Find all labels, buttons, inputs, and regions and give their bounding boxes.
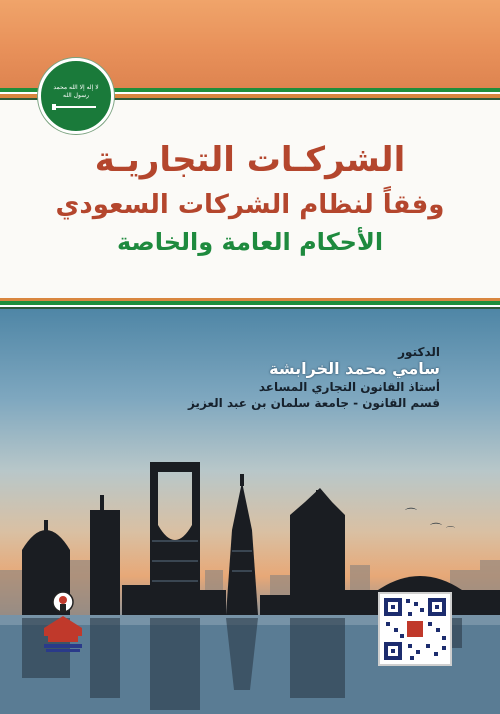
author-block	[188, 345, 440, 410]
bird-icon: ⌒	[446, 527, 456, 537]
author-department: قسم القانون - جامعة سلمان بن عبد العزيز	[187, 396, 440, 410]
bird-icon: ⌒	[405, 507, 418, 521]
saudi-flag-icon	[38, 58, 114, 134]
book-subtitle: وفقاً لنظام الشركات السعودي	[55, 190, 445, 220]
book-title: الشركـات التجاريـة	[94, 140, 406, 180]
author-name: سامي محمد الخرابشة	[269, 359, 440, 378]
author-prefix: الدكتور	[398, 345, 440, 359]
sword-icon	[56, 106, 96, 108]
flag-script: لا إله إلا الله محمد رسول الله	[53, 84, 99, 99]
author-position: أستاذ القانون التجاري المساعد	[258, 380, 440, 394]
publisher-logo-icon	[38, 588, 88, 658]
book-subtitle-secondary: الأحكام العامة والخاصة	[116, 228, 384, 256]
bird-icon: ⌒	[430, 522, 443, 536]
city-skyline	[0, 440, 500, 714]
qr-pattern	[380, 594, 450, 664]
qr-code-icon	[378, 592, 452, 666]
